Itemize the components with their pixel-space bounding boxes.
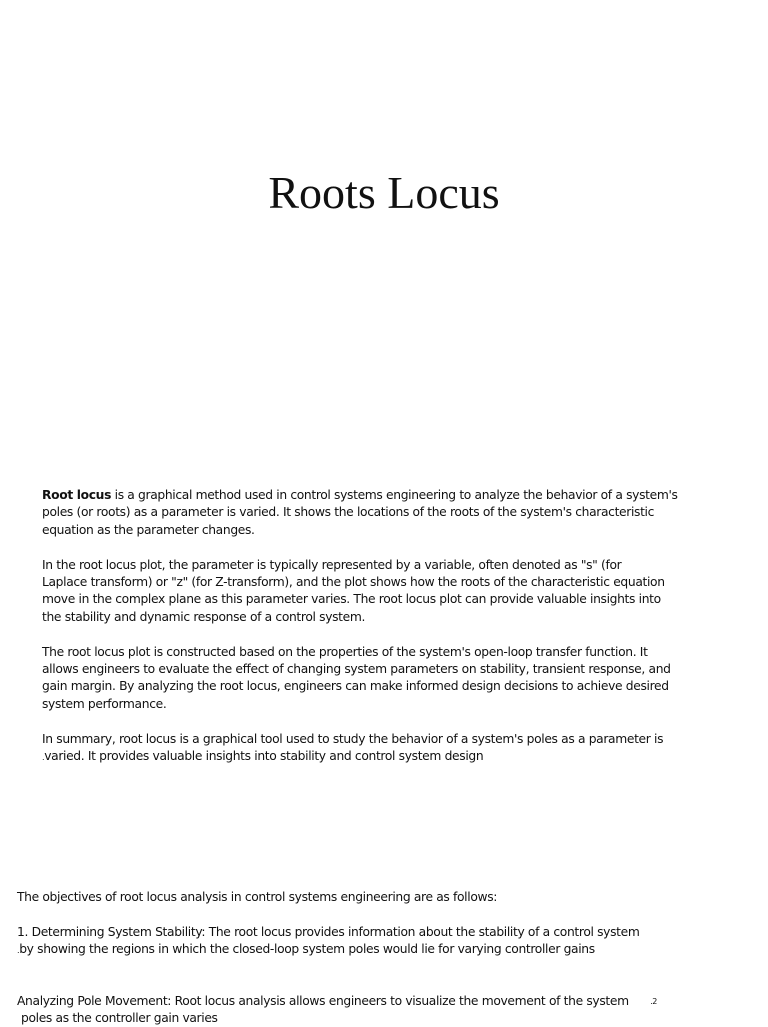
intro-p4-line-1: In summary, root locus is a graphical tool used to study the behavior of a system's poles as a parameter is (42, 731, 664, 746)
intro-p2-line-3: move in the complex plane as this parameter varies. The root locus plot can provide valuable insights into (42, 592, 661, 607)
objective-1-line-1: 1. Determining System Stability: The root locus provides information about the stability of a control system (17, 924, 640, 939)
intro-p1-line-3: equation as the parameter changes. (42, 522, 255, 537)
intro-p2-line-1: In the root locus plot, the parameter is typically represented by a variable, often denoted as "s" (for (42, 557, 622, 572)
intro-p2-line-4: the stability and dynamic response of a control system. (42, 609, 366, 624)
intro-p1-line-1 (42, 487, 682, 504)
intro-p2-line-2: Laplace transform) or "z" (for Z-transform), and the plot shows how the roots of the characteristic equation (42, 575, 665, 590)
intro-section (42, 487, 682, 784)
intro-p4-dot: . (42, 753, 45, 763)
objective-2-line-1 (17, 993, 657, 1010)
spacer (17, 906, 757, 923)
intro-p1-line-2: poles (or roots) as a parameter is varied. It shows the locations of the roots of the system's characteristic (42, 505, 655, 520)
intro-paragraph-3 (42, 644, 682, 714)
intro-p4-line-2-rest: varied. It provides valuable insights into stability and control system design (44, 749, 484, 764)
intro-p3-line-2: allows engineers to evaluate the effect of changing system parameters on stability, transient response, and (42, 662, 671, 677)
intro-paragraph-2 (42, 557, 682, 627)
intro-paragraph-1 (42, 487, 682, 539)
root-locus-term: Root locus (42, 488, 112, 502)
spacer (17, 960, 757, 993)
objectives-section (17, 889, 757, 1027)
intro-p3-line-3: gain margin. By analyzing the root locus, engineers can make informed design decisions to achieve desired (42, 679, 669, 694)
page-title: Roots Locus (268, 167, 500, 218)
objective-2-line-1-text: Analyzing Pole Movement: Root locus analysis allows engineers to visualize the movement of the system (17, 993, 629, 1008)
intro-p3-line-1: The root locus plot is constructed based on the properties of the system's open-loop transfer function. It (42, 644, 648, 659)
intro-paragraph-4 (42, 731, 682, 767)
objectives-heading: The objectives of root locus analysis in control systems engineering are as follows: (17, 890, 498, 904)
objective-1-line-2 (17, 941, 757, 959)
intro-p3-line-4: system performance. (42, 696, 167, 711)
objective-1-dot: . (17, 946, 20, 956)
intro-p4-line-2 (42, 748, 682, 766)
intro-p1-line-1-rest: is a graphical method used in control systems engineering to analyze the behavior of a system's (111, 488, 678, 502)
objective-1-line-2-rest: by showing the regions in which the closed-loop system poles would lie for varying controller gains (19, 942, 595, 957)
objective-2-line-2: poles as the controller gain varies (21, 1011, 218, 1026)
objective-2-number: .2 (650, 996, 657, 1006)
